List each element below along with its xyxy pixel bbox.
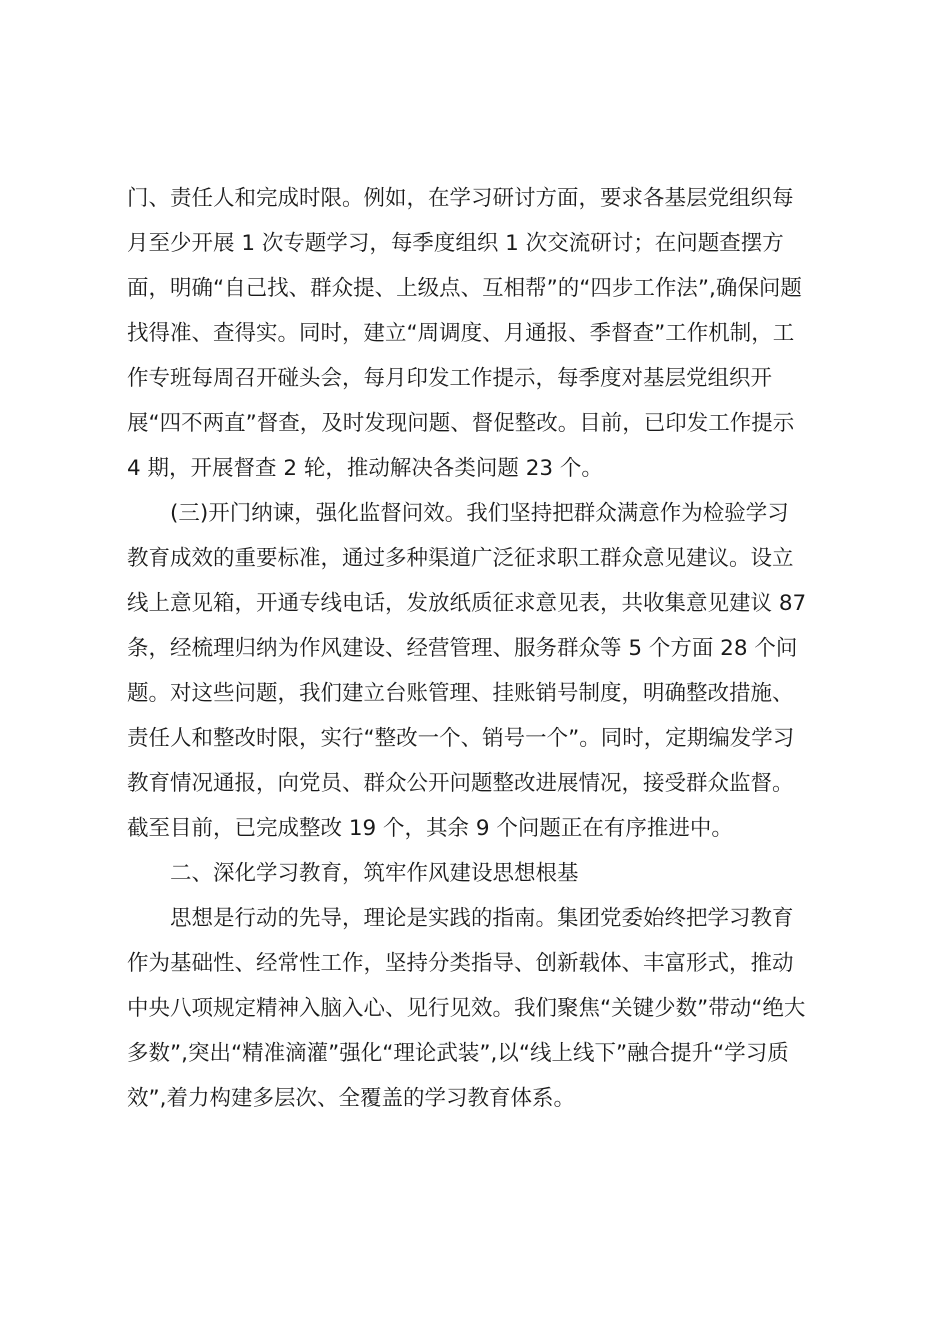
section-heading: 二、深化学习教育，筑牢作风建设思想根基: [170, 861, 579, 886]
document-body: [127, 176, 827, 1121]
text-line: 找得准、查得实。同时，建立“周调度、月通报、季督查”工作机制，工: [127, 321, 795, 346]
text-line: 线上意见箱，开通专线电话，发放纸质征求意见表，共收集意见建议 87: [127, 591, 807, 616]
text-line: 责任人和整改时限，实行“整改一个、销号一个”。同时，定期编发学习: [127, 726, 795, 751]
text-line: 展“四不两直”督查，及时发现问题、督促整改。目前，已印发工作提示: [127, 411, 795, 436]
text-line: 题。对这些问题，我们建立台账管理、挂账销号制度，明确整改措施、: [127, 681, 794, 706]
text-line: 截至目前，已完成整改 19 个，其余 9 个问题正在有序推进中。: [127, 816, 733, 841]
paragraph-heading-line: (三)开门纳谏，强化监督问效。我们坚持把群众满意作为检验学习: [170, 501, 789, 526]
text-line: 中央八项规定精神入脑入心、见行见效。我们聚焦“关键少数”带动“绝大: [127, 996, 806, 1021]
text-line: 多数”,突出“精准滴灌”强化“理论武装”,以“线上线下”融合提升“学习质: [127, 1041, 789, 1066]
text-line: 教育成效的重要标准，通过多种渠道广泛征求职工群众意见建议。设立: [127, 546, 794, 571]
text-line: 月至少开展 1 次专题学习，每季度组织 1 次交流研讨；在问题查摆方: [127, 231, 784, 256]
text-line: 条，经梳理归纳为作风建设、经营管理、服务群众等 5 个方面 28 个问: [127, 636, 798, 661]
text-line: 作为基础性、经常性工作，坚持分类指导、创新载体、丰富形式，推动: [127, 951, 794, 976]
text-line: 教育情况通报，向党员、群众公开问题整改进展情况，接受群众监督。: [127, 771, 794, 796]
text-line: 效”,着力构建多层次、全覆盖的学习教育体系。: [127, 1086, 575, 1111]
text-line: 思想是行动的先导，理论是实践的指南。集团党委始终把学习教育: [170, 906, 794, 931]
text-line: 4 期，开展督查 2 轮，推动解决各类问题 23 个。: [127, 456, 603, 481]
text-line: 作专班每周召开碰头会，每月印发工作提示，每季度对基层党组织开: [127, 366, 773, 391]
text-line: 面，明确“自己找、群众提、上级点、互相帮”的“四步工作法”,确保问题: [127, 276, 802, 301]
text-line: 门、责任人和完成时限。例如，在学习研讨方面，要求各基层党组织每: [127, 186, 794, 211]
